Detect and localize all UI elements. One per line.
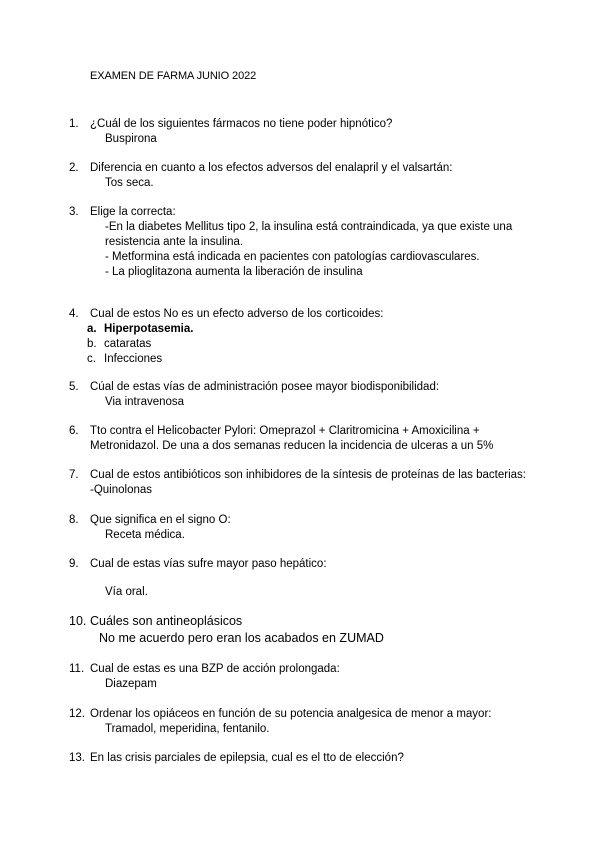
option-label: a. xyxy=(87,323,97,335)
question-12 xyxy=(69,707,539,737)
answer-text: Vía oral. xyxy=(105,586,148,598)
question-text: Cual de estos No es un efecto adverso de los corticoides: xyxy=(90,308,384,320)
question-8 xyxy=(69,513,539,543)
question-text: Cual de estas es una BZP de acción prolongada: xyxy=(90,663,340,675)
option-c xyxy=(69,352,539,367)
question-number: 3. xyxy=(69,206,79,218)
option-text: Infecciones xyxy=(104,353,163,365)
question-7 xyxy=(69,468,539,498)
question-number: 11. xyxy=(69,663,85,675)
option-a xyxy=(69,322,539,337)
question-3 xyxy=(69,205,539,280)
answer-text: -Quinolonas xyxy=(90,484,153,496)
answer-text: Buspirona xyxy=(105,133,157,145)
answer-line: -En la diabetes Mellitus tipo 2, la insulina está contraindicada, ya que existe una resistencia ante la insulina. xyxy=(105,221,513,248)
question-number: 2. xyxy=(69,162,79,174)
question-text: Cuáles son antineoplásicos xyxy=(90,614,243,628)
answer-line: - Metformina está indicada en pacientes con patologías cardiovasculares. xyxy=(105,251,480,263)
question-number: 8. xyxy=(69,514,79,526)
question-number: 4. xyxy=(69,308,79,320)
question-number: 9. xyxy=(69,558,79,570)
question-number: 5. xyxy=(69,381,79,393)
option-text: cataratas xyxy=(104,338,152,350)
answer-text: Tos seca. xyxy=(105,177,154,189)
question-10 xyxy=(69,613,539,647)
question-5 xyxy=(69,380,539,410)
question-2 xyxy=(69,161,539,191)
answer-text: Receta médica. xyxy=(105,529,185,541)
option-label: c. xyxy=(87,353,96,365)
answer-text: Via intravenosa xyxy=(105,396,185,408)
question-text: Cual de estas vías sufre mayor paso hepático: xyxy=(90,558,327,570)
question-number: 1. xyxy=(69,118,79,130)
option-b xyxy=(69,337,539,352)
question-text: Elige la correcta: xyxy=(90,206,176,218)
question-number: 13. xyxy=(69,752,85,764)
question-1 xyxy=(69,117,539,147)
answer-text: Tramadol, meperidina, fentanilo. xyxy=(105,723,270,735)
question-text: Cual de estos antibióticos son inhibidores de la síntesis de proteínas de las bacterias: xyxy=(90,469,526,481)
option-text: Hiperpotasemia. xyxy=(104,323,194,335)
question-4 xyxy=(69,307,539,367)
question-number: 10. xyxy=(69,614,87,628)
question-9 xyxy=(69,557,539,600)
question-text: Diferencia en cuanto a los efectos adversos del enalapril y el valsartán: xyxy=(90,162,453,174)
answer-line: - La plioglitazona aumenta la liberación de insulina xyxy=(105,266,363,278)
question-text: Que significa en el signo O: xyxy=(90,514,231,526)
question-11 xyxy=(69,662,539,692)
question-text: Tto contra el Helicobacter Pylori: Omeprazol + Claritromicina + Amoxicilina + Metronidazol. De una a dos semanas reducen la incidencia de ulceras a un 5% xyxy=(90,425,494,452)
question-13 xyxy=(69,751,539,766)
question-text: ¿Cuál de los siguientes fármacos no tiene poder hipnótico? xyxy=(90,118,393,130)
answer-text: No me acuerdo pero eran los acabados en ZUMAD xyxy=(99,631,384,645)
question-number: 12. xyxy=(69,708,85,720)
question-number: 7. xyxy=(69,469,79,481)
option-label: b. xyxy=(87,338,97,350)
question-text: Cúal de estas vías de administración posee mayor biodisponibilidad: xyxy=(90,381,440,393)
question-text: En las crisis parciales de epilepsia, cual es el tto de elección? xyxy=(90,752,404,764)
question-number: 6. xyxy=(69,425,79,437)
document-title: EXAMEN DE FARMA JUNIO 2022 xyxy=(90,70,257,82)
question-6 xyxy=(69,424,539,454)
question-text: Ordenar los opiáceos en función de su potencia analgesica de menor a mayor: xyxy=(90,708,492,720)
answer-text: Diazepam xyxy=(105,678,157,690)
